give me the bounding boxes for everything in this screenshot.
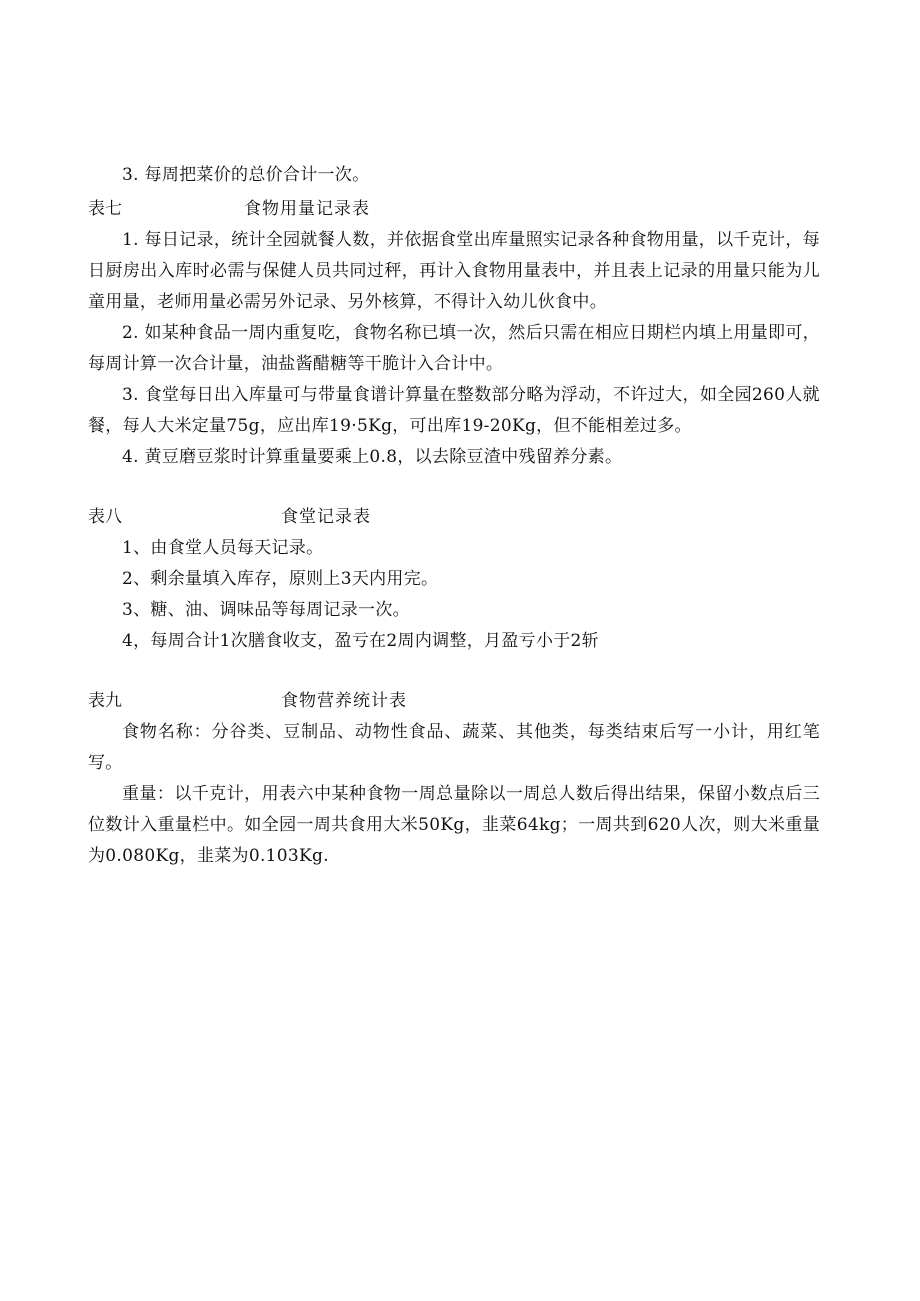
table7-label: 表七 (88, 199, 122, 219)
table8-label: 表八 (88, 507, 122, 527)
table8-note-4: 4，每周合计1次膳食收支，盈亏在2周内调整，月盈亏小于2斩 (122, 631, 599, 651)
table8-note-2: 2、剩余量填入库存，原则上3天内用完。 (122, 569, 439, 589)
table7-heading (88, 194, 820, 225)
table9-note-2: 重量：以千克计，用表六中某种食物一周总量除以一周总人数后得出结果，保留小数点后三位数计入重量栏中。如全园一周共食用大米50Kg，韭菜64kg；一周共到620人次，则大米重量为0.080Kg，韭菜为0.103Kg. (88, 784, 820, 866)
table7-note-4: 4. 黄豆磨豆浆时计算重量要乘上0.8，以去除豆渣中残留养分素。 (122, 447, 623, 467)
table8-section (88, 502, 820, 657)
table9-section (88, 686, 820, 872)
table9-label: 表九 (88, 691, 122, 711)
table8-heading (88, 502, 820, 533)
table8-note-3: 3、糖、油、调味品等每周记录一次。 (122, 600, 410, 620)
intro-section (88, 160, 820, 191)
table8-title: 食堂记录表 (281, 507, 371, 527)
table7-title: 食物用量记录表 (244, 199, 370, 219)
table7-note-2: 2. 如某种食品一周内重复吃，食物名称已填一次，然后只需在相应日期栏内填上用量即可，每周计算一次合计量，油盐酱醋糖等干脆计入合计中。 (88, 323, 820, 374)
table7-note-1: 1. 每日记录，统计全园就餐人数，并依据食堂出库量照实记录各种食物用量，以千克计，每日厨房出入库时必需与保健人员共同过秤，再计入食物用量表中，并且表上记录的用量只能为儿童用量，老师用量必需另外记录、另外核算，不得计入幼儿伙食中。 (88, 230, 820, 312)
table7-note-3: 3. 食堂每日出入库量可与带量食谱计算量在整数部分略为浮动，不许过大，如全园260人就餐，每人大米定量75g，应出库19·5Kg，可出库19-20Kg，但不能相差过多。 (88, 385, 820, 436)
table8-note-1: 1、由食堂人员每天记录。 (122, 538, 324, 558)
intro-note-3: 3. 每周把菜价的总价合计一次。 (122, 165, 370, 185)
table9-note-1: 食物名称：分谷类、豆制品、动物性食品、蔬菜、其他类，每类结束后写一小计，用红笔写。 (88, 722, 820, 773)
table9-title: 食物营养统计表 (281, 691, 407, 711)
table7-section (88, 194, 820, 473)
table9-heading (88, 686, 820, 717)
